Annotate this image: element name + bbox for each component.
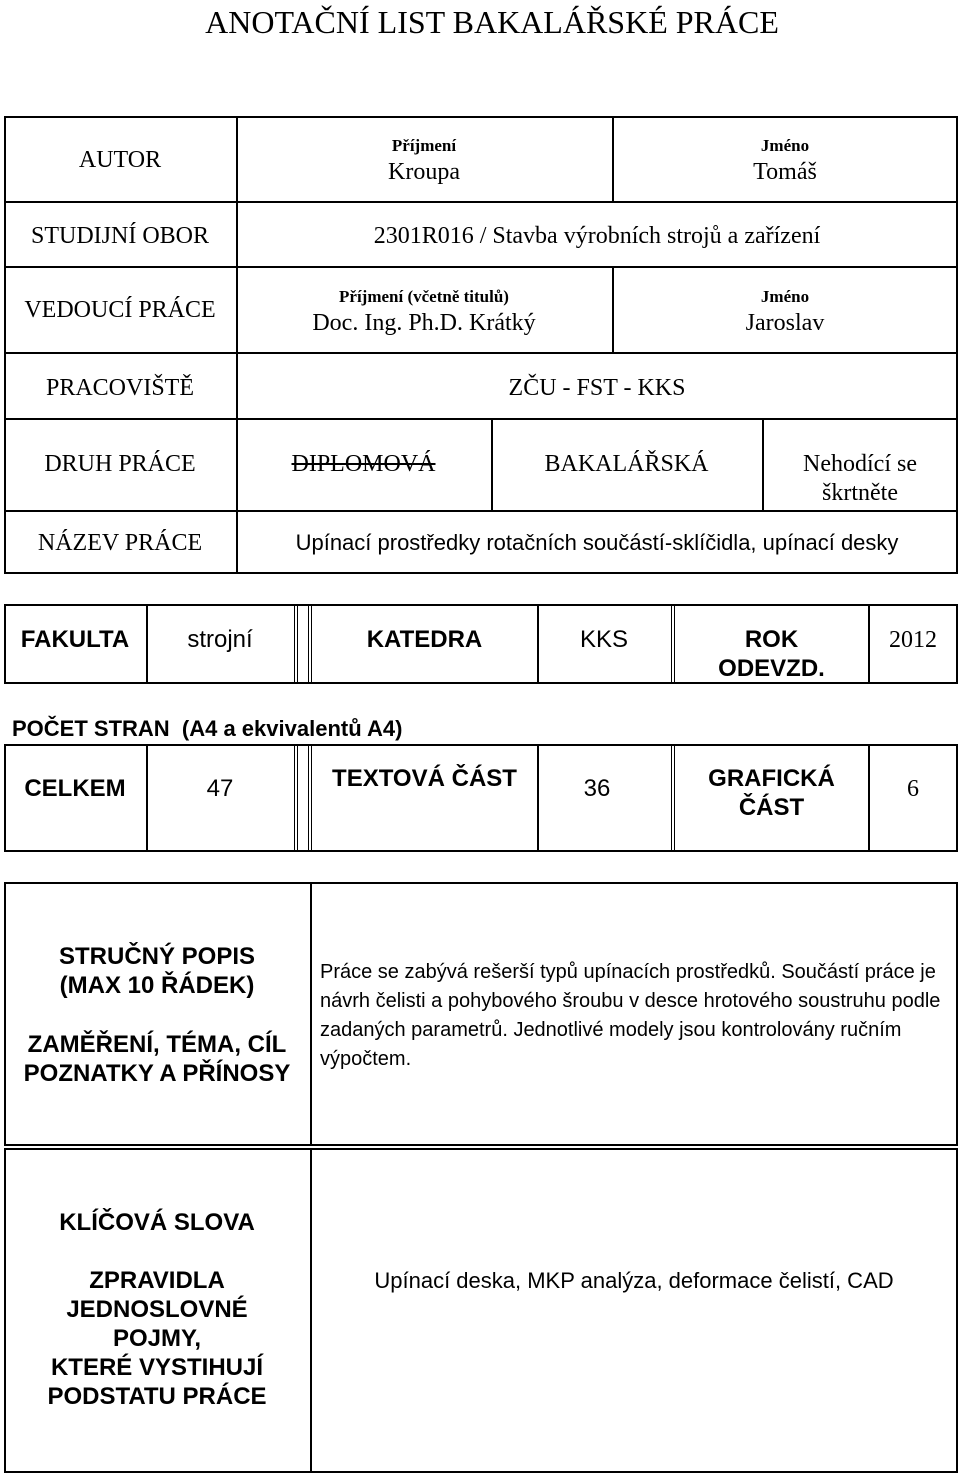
pages-text-label: TEXTOVÁ ČÁST (332, 765, 517, 792)
keywords-value: Upínací deska, MKP analýza, deformace čelistí, CAD (374, 1268, 894, 1293)
work-type-label: DRUH PRÁCE (44, 451, 196, 477)
work-title-value: Upínací prostředky rotačních součástí-sklíčidla, upínací desky (295, 530, 899, 555)
page-title: ANOTAČNÍ LIST BAKALÁŘSKÉ PRÁCE (205, 4, 779, 40)
year-label-line1: ROK (744, 626, 799, 653)
keywords-label-line1: KLÍČOVÁ SLOVA (59, 1209, 255, 1236)
keywords-label-line2: ZPRAVIDLA (89, 1267, 225, 1294)
workplace-label: PRACOVIŠTĚ (45, 375, 195, 401)
author-label: AUTOR (78, 147, 162, 173)
pages-heading: POČET STRAN (A4 a ekvivalentů A4) (12, 716, 403, 741)
study-label: STUDIJNÍ OBOR (30, 223, 209, 249)
faculty-label: FAKULTA (20, 626, 130, 653)
year-value: 2012 (889, 627, 937, 653)
keywords-label-line6: PODSTATU PRÁCE (47, 1383, 267, 1410)
work-type-diploma-option: DIPLOMOVÁ (291, 451, 436, 477)
keywords-label-line5: KTERÉ VYSTIHUJÍ (50, 1354, 264, 1381)
work-type-note-line2: škrtněte (822, 480, 898, 506)
work-title-label: NÁZEV PRÁCE (37, 530, 203, 556)
work-type-bachelor-option: BAKALÁŘSKÁ (544, 451, 709, 477)
pages-graphic-label-line1: GRAFICKÁ (708, 765, 835, 792)
supervisor-surname-label: Příjmení (včetně titulů) (339, 287, 509, 306)
description-label-line2: (MAX 10 ŘÁDEK) (59, 972, 255, 999)
description-text: Práce se zabývá rešerší typů upínacích prostředků. Součástí práce je návrh čelisti a pohybového šroubu v desce hrotového soustruhu podle zadaných parametrů. Jednotlivé modely jsou kontrolovány ručním výpočtem. (320, 961, 941, 1070)
supervisor-name: Jaroslav (745, 310, 825, 336)
supervisor-label: VEDOUCÍ PRÁCE (24, 297, 216, 323)
supervisor-name-label: Jméno (760, 287, 810, 306)
pages-graphic-label-line2: ČÁST (738, 794, 805, 821)
keywords-label-line3: JEDNOSLOVNÉ (66, 1296, 248, 1323)
faculty-value: strojní (187, 626, 253, 653)
supervisor-surname: Doc. Ing. Ph.D. Krátký (312, 310, 536, 336)
keywords-label-line4: POJMY, (112, 1325, 202, 1352)
pages-total-label: CELKEM (24, 775, 126, 802)
author-surname-label: Příjmení (391, 136, 457, 155)
pages-text-value: 36 (583, 775, 611, 802)
description-label-line1: STRUČNÝ POPIS (58, 943, 256, 970)
description-label-line3: ZAMĚŘENÍ, TÉMA, CÍL (27, 1031, 287, 1058)
author-surname: Kroupa (388, 159, 460, 185)
author-name: Tomáš (753, 159, 817, 185)
department-label: KATEDRA (366, 626, 483, 653)
work-type-note-line1: Nehodící se (803, 451, 917, 477)
department-value: KKS (579, 626, 629, 653)
pages-total-value: 47 (206, 775, 234, 802)
description-label-line4: POZNATKY A PŘÍNOSY (23, 1060, 291, 1087)
year-label-line2: ODEVZD. (718, 655, 825, 682)
author-name-label: Jméno (760, 136, 810, 155)
study-value: 2301R016 / Stavba výrobních strojů a zařízení (373, 223, 821, 249)
workplace-value: ZČU - FST - KKS (508, 375, 686, 401)
pages-graphic-value: 6 (907, 776, 919, 802)
